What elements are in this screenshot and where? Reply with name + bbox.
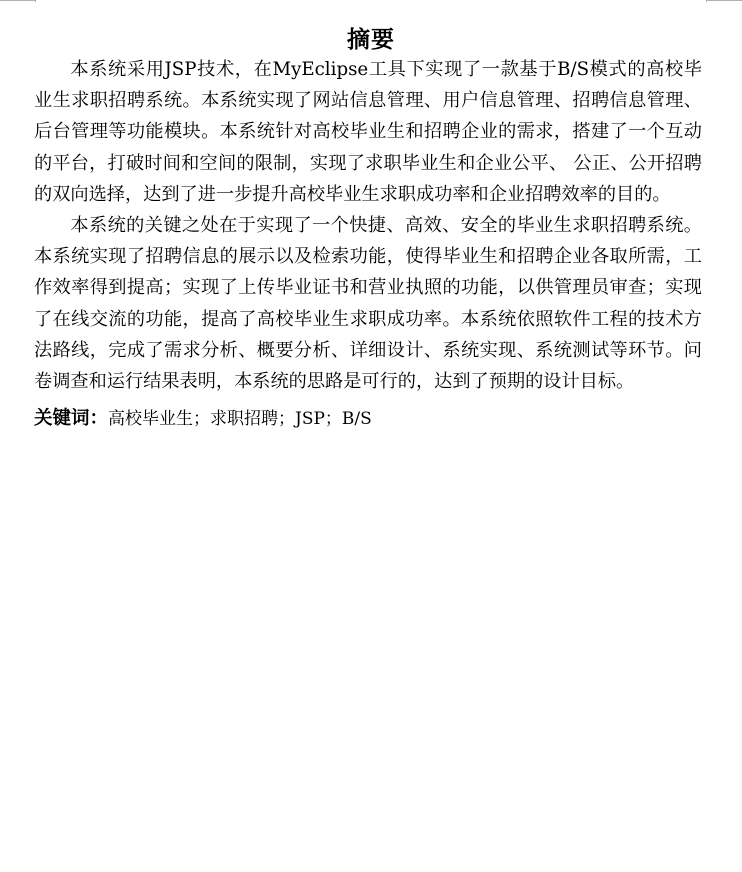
abstract-title: 摘要 — [347, 27, 395, 54]
abstract-paragraph-1: 本系统采用JSP技术，在MyEclipse工具下实现了一款基于B/S模式的高校毕业生求职招聘系统。本系统实现了网站信息管理、用户信息管理、招聘信息管理、后台管理等功能模块。本系统针对高校毕业生和招聘企业的需求，搭建了一个互动的平台，打破时间和空间的限制，实现了求职毕业生和企业公平、 公正、公开招聘的双向选择，达到了进一步提升高校毕业生求职成功率和企业招聘效率的目的。 — [34, 59, 702, 205]
page-corner-mark-right — [706, 0, 742, 1]
keywords-line — [34, 403, 702, 435]
page-corner-tick-right — [706, 0, 707, 2]
abstract-body — [34, 54, 702, 435]
keywords-label: 关键词： — [34, 408, 109, 430]
page-corner-tick-left — [35, 0, 36, 2]
abstract-paragraph-2: 本系统的关键之处在于实现了一个快捷、高效、安全的毕业生求职招聘系统。本系统实现了招聘信息的展示以及检索功能，使得毕业生和招聘企业各取所需，工作效率得到提高；实现了上传毕业证书和营业执照的功能，以供管理员审查；实现了在线交流的功能，提高了高校毕业生求职成功率。本系统依照软件工程的技术方法路线，完成了需求分析、概要分析、详细设计、系统实现、系统测试等环节。问卷调查和运行结果表明，本系统的思路是可行的，达到了预期的设计目标。 — [34, 215, 702, 393]
page-corner-mark-left — [0, 0, 36, 1]
keywords-value: 高校毕业生；求职招聘；JSP；B/S — [108, 409, 372, 430]
